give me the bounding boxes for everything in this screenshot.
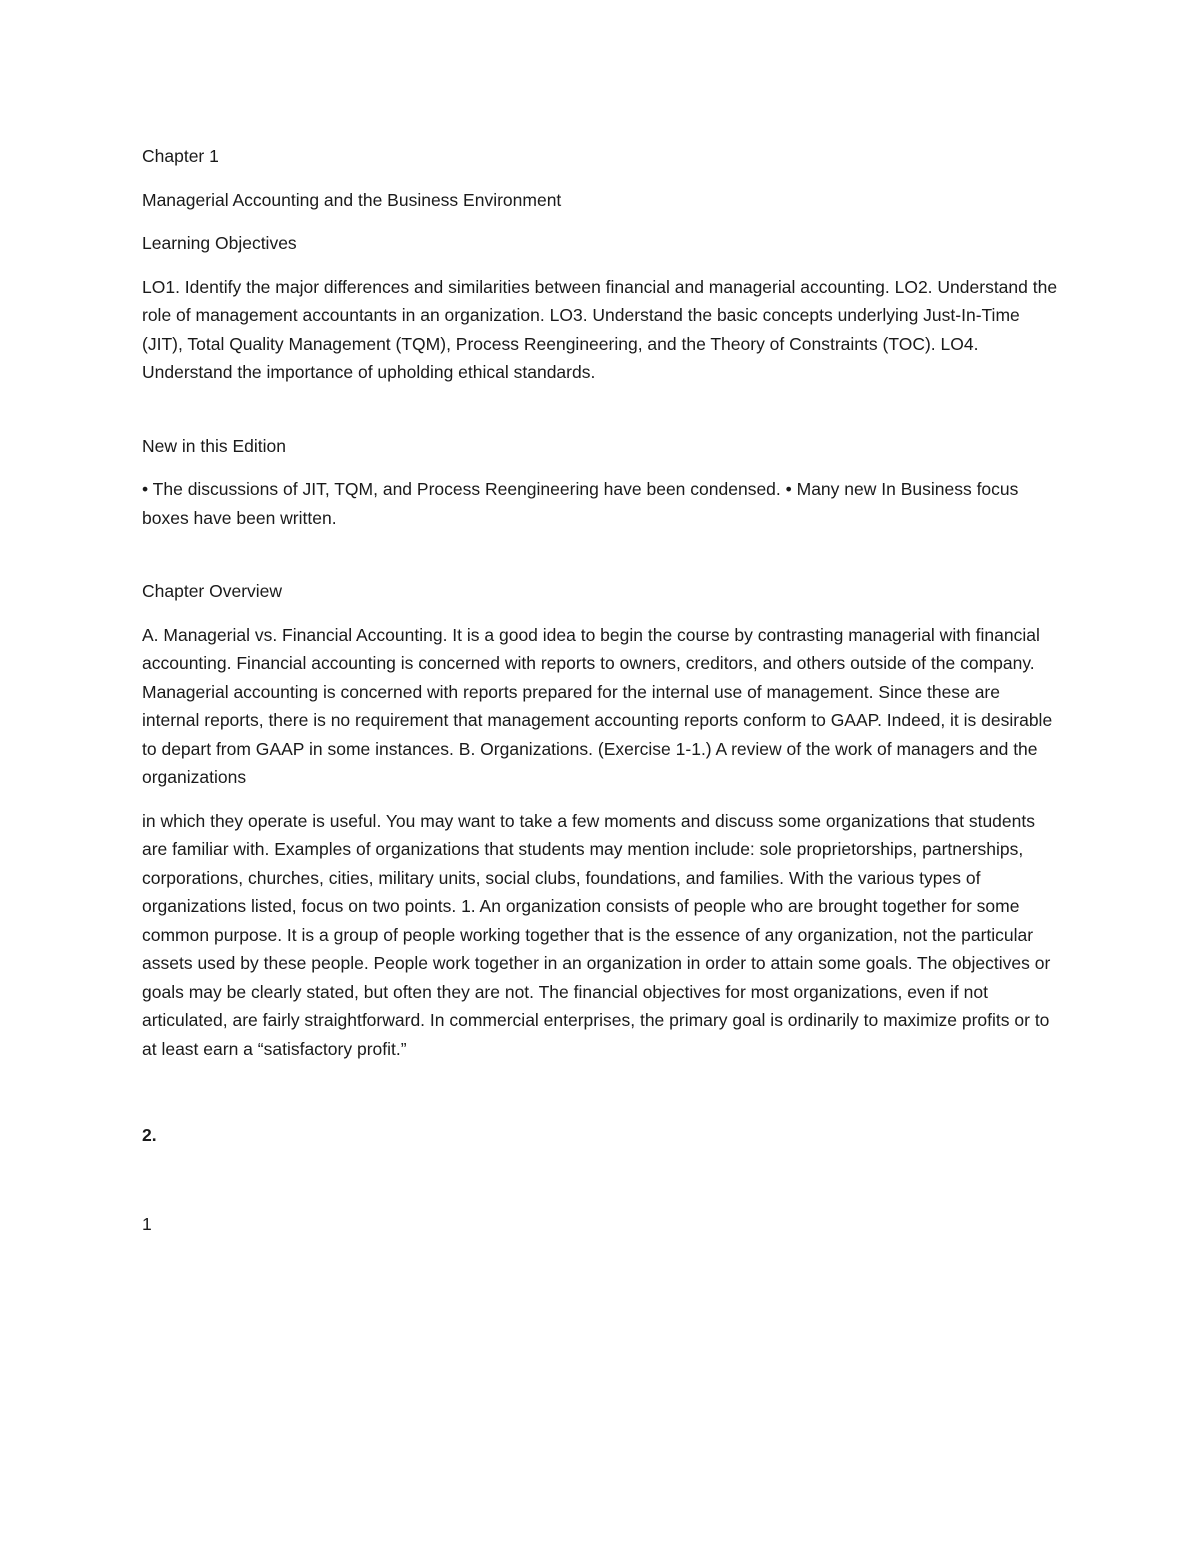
learning-objectives-text: LO1. Identify the major differences and similarities between financial and managerial accounting. LO2. Understand the role of management accountants in an organization. LO3. Understand the basic concepts underlying Just-In-Time (JIT), Total Quality Management (TQM), Process Reengineering, and the Theory of Constraints (TOC). LO4. Understand the importance of upholding ethical standards.	[142, 276, 1058, 382]
page-number: 1	[142, 1213, 152, 1234]
chapter-label: Chapter 1	[142, 146, 219, 166]
chapter-overview-heading: Chapter Overview	[142, 581, 283, 601]
learning-objectives-heading: Learning Objectives	[142, 233, 297, 253]
document-content	[142, 142, 1062, 1238]
chapter-overview-paragraph-1: A. Managerial vs. Financial Accounting. It is a good idea to begin the course by contrasting managerial with financial accounting. Financial accounting is concerned with reports to owners, creditors, and others outside of the company. Managerial accounting is concerned with reports prepared for the internal use of management. Since these are internal reports, there is no requirement that management accounting reports conform to GAAP. Indeed, it is desirable to depart from GAAP in some instances. B. Organizations. (Exercise 1-1.) A review of the work of managers and the organizations	[142, 624, 1053, 787]
chapter-overview-paragraph-2: in which they operate is useful. You may want to take a few moments and discuss some organizations that students are familiar with. Examples of organizations that students may mention include: sole proprietorships, partnerships, corporations, churches, cities, military units, social clubs, foundations, and families. With the various types of organizations listed, focus on two points. 1. An organization consists of people who are brought together for some common purpose. It is a group of people working together that is the essence of any organization, not the particular assets used by these people. People work together in an organization in order to attain some goals. The objectives or goals may be clearly stated, but often they are not. The financial objectives for most organizations, even if not articulated, are fairly straightforward. In commercial enterprises, the primary goal is ordinarily to maximize profits or to at least earn a “satisfactory profit.”	[142, 810, 1051, 1059]
section-number: 2.	[142, 1125, 157, 1145]
chapter-title: Managerial Accounting and the Business Environment	[142, 189, 562, 210]
new-edition-text: • The discussions of JIT, TQM, and Process Reengineering have been condensed. • Many new In Business focus boxes have been written.	[142, 479, 1019, 528]
new-edition-heading: New in this Edition	[142, 435, 286, 456]
